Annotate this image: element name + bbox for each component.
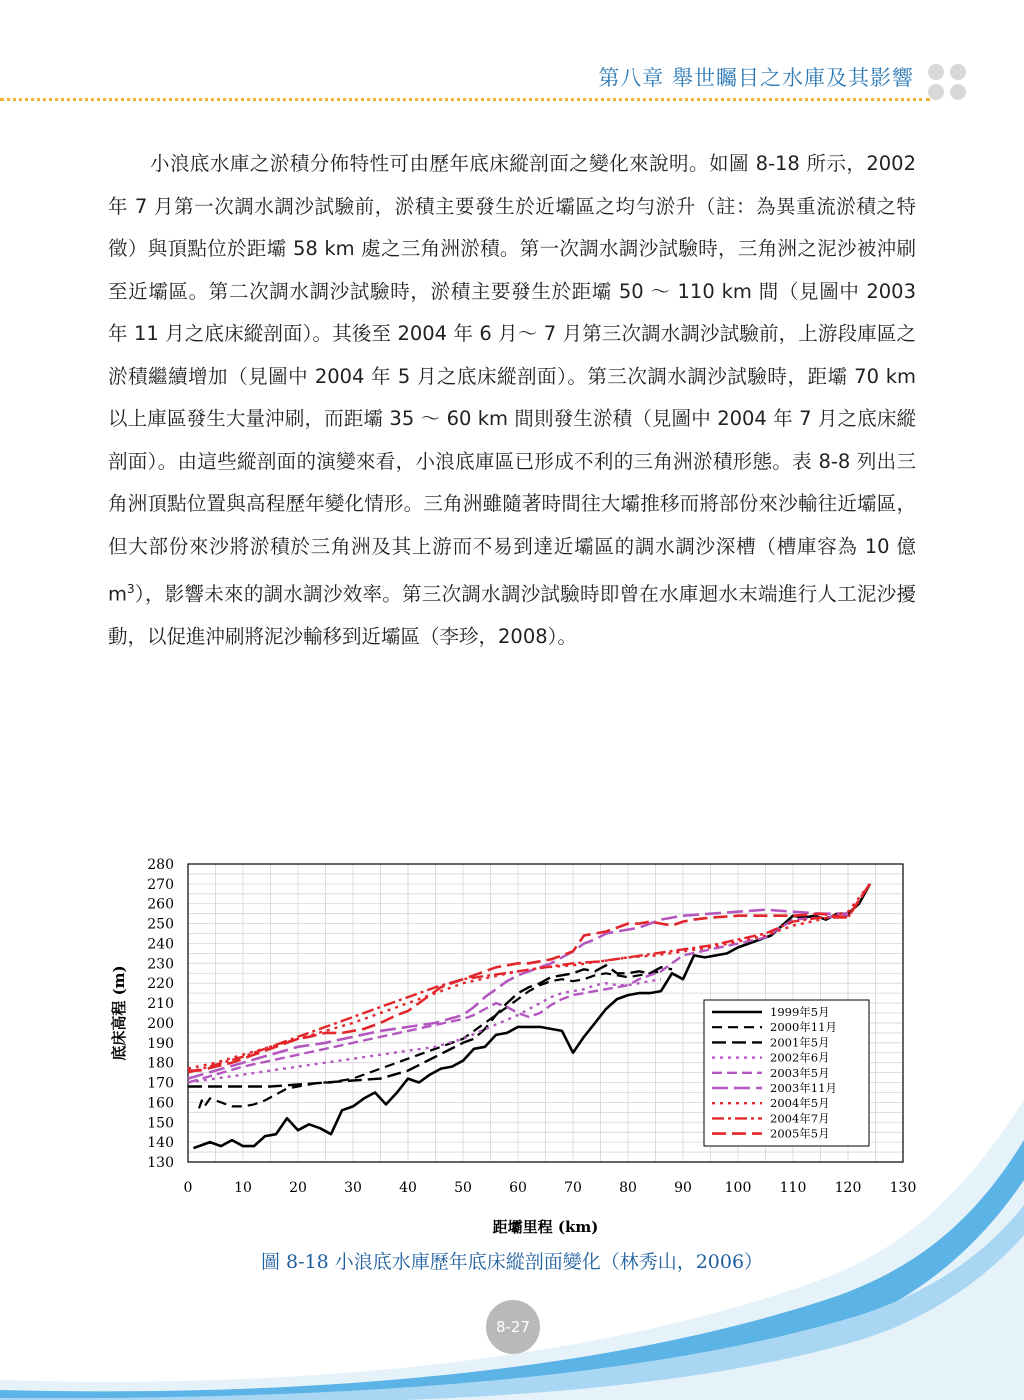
x-tick-label: 40 [399, 1180, 417, 1196]
legend-label: 2001年5月 [770, 1035, 830, 1050]
x-tick-label: 120 [834, 1180, 862, 1196]
header-dotted-rule [0, 98, 930, 101]
y-tick-label: 280 [147, 857, 174, 873]
y-tick-label: 260 [147, 896, 174, 913]
x-tick-label: 70 [564, 1180, 582, 1196]
legend-label: 2000年11月 [770, 1020, 837, 1035]
x-axis-label: 距壩里程 (km) [492, 1218, 599, 1236]
bed-profile-chart [100, 850, 920, 1240]
x-tick-label: 0 [183, 1180, 193, 1196]
paragraph-text-end: ），影響未來的調水調沙效率。第三次調水調沙試驗時即曾在水庫迴水末端進行人工泥沙擾動，以促進沖刷將泥沙輸移到近壩區（李珍，2008）。 [108, 582, 916, 648]
legend-label: 1999年5月 [770, 1005, 830, 1019]
header-dots-decoration [928, 64, 974, 104]
chart-svg [100, 850, 920, 1240]
legend-label: 2003年5月 [770, 1065, 830, 1080]
y-tick-label: 250 [147, 916, 174, 933]
y-tick-label: 180 [147, 1055, 174, 1072]
x-tick-label: 50 [454, 1180, 472, 1196]
body-paragraph [108, 143, 916, 659]
x-tick-label: 60 [509, 1180, 527, 1196]
body-text [108, 143, 916, 659]
chapter-header-title: 第八章 舉世矚目之水庫及其影響 [598, 66, 914, 90]
legend-label: 2003年11月 [770, 1081, 837, 1095]
x-tick-label: 10 [234, 1180, 252, 1196]
y-tick-label: 190 [147, 1035, 174, 1052]
y-tick-label: 230 [147, 956, 174, 973]
x-tick-label: 90 [674, 1180, 692, 1196]
x-tick-label: 20 [289, 1180, 307, 1196]
y-tick-label: 270 [147, 876, 174, 893]
x-tick-label: 110 [779, 1180, 807, 1196]
y-tick-label: 130 [147, 1155, 174, 1171]
y-tick-label: 210 [147, 996, 174, 1013]
legend-label: 2002年6月 [770, 1050, 830, 1065]
y-axis-label: 底床高程 (m) [110, 965, 128, 1061]
x-tick-label: 130 [889, 1180, 917, 1196]
legend-label: 2005年5月 [770, 1126, 830, 1141]
y-tick-label: 240 [147, 936, 174, 953]
x-tick-label: 30 [344, 1180, 362, 1196]
y-tick-label: 220 [147, 976, 174, 993]
paragraph-text: 小浪底水庫之淤積分佈特性可由歷年底床縱剖面之變化來說明。如圖 8-18 所示，2002 年 7 月第一次調水調沙試驗前，淤積主要發生於近壩區之均勻淤升（註：為異重流淤積之特徵）與頂點位於距壩 58 km 處之三角洲淤積。第一次調水調沙試驗時，三角洲之泥沙被沖刷至近壩區。第二次調水調沙試驗時，淤積主要發生於距壩 50 ～ 110 km 間（見圖中 2003 年 11 月之底床縱剖面）。其後至 2004 年 6 月～ 7 月第三次調水調沙試驗前，上游段庫區之淤積繼續增加（見圖中 2004 年 5 月之底床縱剖面）。第三次調水調沙試驗時，距壩 70 km 以上庫區發生大量沖刷，而距壩 35 ～ 60 km 間則發生淤積（見圖中 2004 年 7 月之底床縱剖面）。由這些縱剖面的演變來看，小浪底庫區已形成不利的三角洲淤積形態。表 8-8 列出三角洲頂點位置與高程歷年變化情形。三角洲雖隨著時間往大壩推移而將部份來沙輸往近壩區，但大部份來沙將淤積於三角洲及其上游而不易到達近壩區的調水調沙深槽（槽庫容為 10 億 m [108, 152, 916, 606]
y-tick-label: 140 [147, 1135, 174, 1152]
y-tick-label: 200 [147, 1015, 174, 1032]
x-tick-label: 80 [619, 1180, 637, 1196]
y-tick-label: 150 [147, 1115, 174, 1132]
y-tick-label: 170 [147, 1075, 174, 1092]
superscript-3: 3 [127, 582, 135, 596]
page-number: 8-27 [486, 1300, 540, 1354]
legend-label: 2004年7月 [770, 1111, 830, 1126]
x-tick-label: 100 [724, 1180, 752, 1196]
y-tick-label: 160 [147, 1095, 174, 1112]
figure-caption: 圖 8-18 小浪底水庫歷年底床縱剖面變化（林秀山，2006） [260, 1251, 764, 1273]
legend-label: 2004年5月 [770, 1096, 830, 1111]
